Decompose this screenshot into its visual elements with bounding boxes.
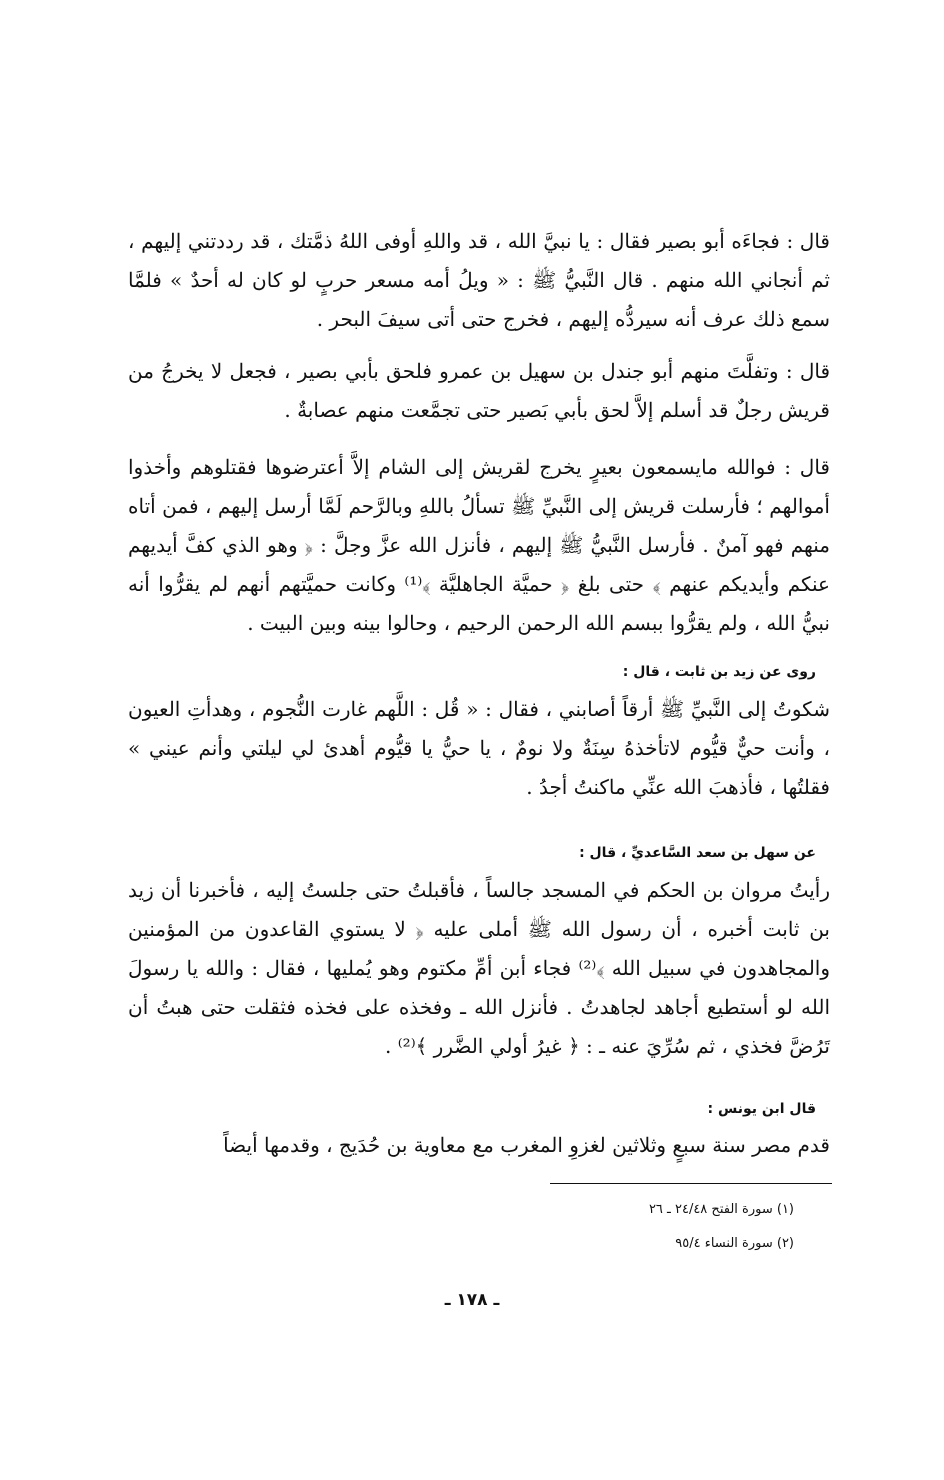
paragraph-insomnia-dua: شكوتُ إلى النَّبيِّ ﷺ أرقاً أصابني ، فقال : « قُل : اللَّهم غارت النُّجوم ، وهدأتِ العيون ، وأنت حيٌّ قيُّوم لاتأخذهُ سِنَةٌ ولا نومٌ ، يا حيُّ يا قيُّوم أهدئ لي ليلتي وأنم عيني » فقلتُها ، فأذهبَ الله عنِّي ماكنتُ أجدُ .: [128, 697, 830, 799]
footnote-separator: [550, 1183, 832, 1184]
paragraph-abu-basir: قال : فجاءَه أبو بصير فقال : يا نبيَّ الله ، قد واللهِ أوفى اللهُ ذمَّتك ، قد رددتني إليهم ، ثم أنجاني الله منهم . قال النَّبيُّ ﷺ : « ويلُ أمه مسعر حربٍ لو كان له أحدٌ » فلمَّا سمع ذلك عرف أنه سيردُّه إليهم ، فخرج حتى أتى سيفَ البحر .: [128, 229, 830, 331]
footnote-1: (١) سورة الفتح ٢٤/٤٨ ـ ٢٦: [648, 1202, 794, 1217]
footnote-2: (٢) سورة النساء ٩٥/٤: [675, 1236, 794, 1251]
paragraph-ibn-yunus: قدم مصر سنة سبعٍ وثلاثين لغزوِ المغرب مع معاوية بن حُدَيج ، وقدمها أيضاً: [223, 1133, 830, 1157]
heading-sahl-ibn-saad: عن سهل بن سعد السَّاعديِّ ، قال :: [579, 845, 816, 861]
paragraph-marwan-hadith: رأيتُ مروان بن الحكم في المسجد جالساً ، فأقبلتُ حتى جلستُ إليه ، فأخبرنا أن زيد بن ثابت أخبره ، أن رسول الله ﷺ أملى عليه ﴿ لا يستوي القاعدون من المؤمنين والمجاهدون في سبيل الله ﴾⁽²⁾ فجاء أبن أمِّ مكتوم وهو يُمليها ، فقال : والله يا رسولَ الله لو أستطيع أجاهد لجاهدتُ . فأنزل الله ـ وفخذه على فخذه فثقلت حتى هبتُ أن تَرُضَّ فخذي ، ثم سُرِّيَ عنه ـ : ﴿ غيرُ أولي الضَّرر ﴾⁽²⁾ .: [128, 878, 830, 1058]
paragraph-abu-jandal: قال : وتفلَّتَ منهم أبو جندل بن سهيل بن عمرو فلحق بأبي بصير ، فجعل لا يخرجُ من قريش رجلٌ قد أسلم إلاَّ لحق بأبي بَصير حتى تجمَّعت منهم عصابةٌ .: [128, 359, 830, 422]
paragraph-quraysh-caravans: قال : فوالله مايسمعون بعيرٍ يخرج لقريش إلى الشام إلاَّ أعترضوها فقتلوهم وأخذوا أموالهم ؛ فأرسلت قريش إلى النَّبيِّ ﷺ تسألُ باللهِ وبالرَّحم لَمَّا أرسل إليهم ، فمن أتاه منهم فهو آمنٌ . فأرسل النَّبيُّ ﷺ إليهم ، فأنزل الله عزَّ وجلَّ : ﴿ وهو الذي كفَّ أيديهم عنكم وأيديكم عنهم ﴾ حتى بلغ ﴿ حميَّة الجاهليَّة ﴾⁽¹⁾ وكانت حميَّتهم أنهم لم يقرُّوا أنه نبيُّ الله ، ولم يقرُّوا ببسم الله الرحمن الرحيم ، وحالوا بينه وبين البيت .: [128, 455, 830, 635]
heading-ibn-yunus: قال ابن يونس :: [707, 1101, 816, 1117]
page-number: ـ ١٧٨ ـ: [444, 1290, 500, 1310]
heading-zayd-ibn-thabit: روى عن زيد بن ثابت ، قال :: [622, 664, 816, 680]
